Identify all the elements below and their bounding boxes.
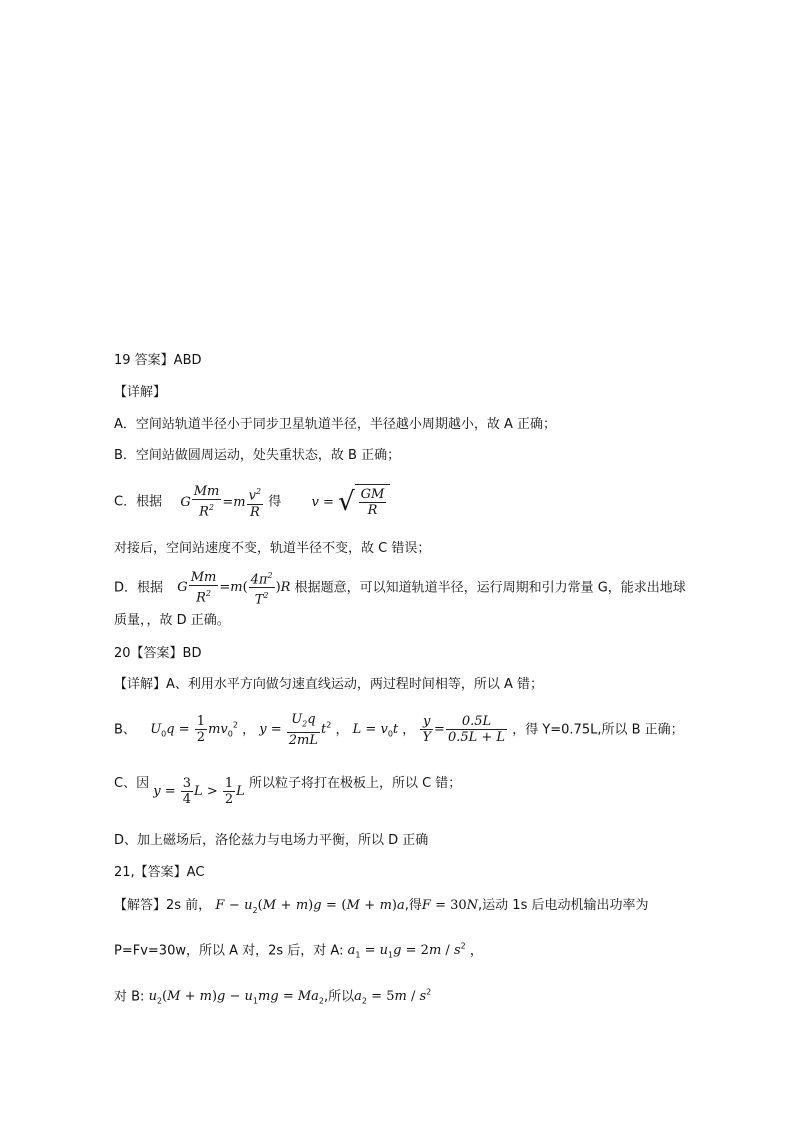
period-equation: G $\frac{Mm}{R^2}$ =m( $\frac{4\pi^2}{T^2}$ )R — [177, 580, 294, 595]
q21-b-prefix: 对 B: — [114, 989, 145, 1005]
q21-solve-suffix: ,运动 1s 后电动机输出功率为 — [478, 898, 649, 913]
q19-c-conclusion: 对接后，空间站速度不变，轨道半径不变，故 C 错误； — [114, 541, 431, 556]
inequality: y = $\frac{3}{4}$ L > $\frac{1}{2}$ L — [153, 776, 245, 807]
q21-answer-header: 21,【答案】AC — [114, 865, 205, 880]
force-result: F = 30N — [421, 898, 479, 913]
ratio-equation: $\frac{y}{Y}$ = $\frac{0.5L}{0.5L + L}$ — [422, 714, 506, 746]
length-equation: $L = v_0t$ — [352, 722, 399, 739]
q20-answer-header: 20【答案】BD — [114, 646, 202, 661]
force-equation: $F - u_2(M + m)g = (M + m)a$ — [215, 898, 405, 915]
q19-detail-label: 【详解】 — [114, 385, 167, 400]
q21-solve-mid: ,得 — [404, 898, 422, 913]
gravitation-equation: G $\frac{Mm}{R^2}$ =m $\frac{v^2}{R}$ — [180, 484, 262, 520]
q21-b-mid: ,所以 — [324, 989, 355, 1005]
q19-answer-header: 19 答案】ABD — [114, 353, 202, 368]
q19-option-c — [114, 484, 390, 520]
acceleration-b-result: $a_2 = 5m / s^2$ — [354, 988, 432, 1006]
q20-b-suffix: ，得 Y=0.75L,所以 B 正确； — [512, 722, 684, 738]
q21-power-line: P=Fv=30w，所以 A 对，2s 后，对 A: $a_1 = u_1g = 2m / s^2$ ， — [114, 942, 483, 960]
q19-d-suffix: 根据题意，可以知道轨道半径，运行周期和引力常量 G，能求出地球 — [294, 580, 686, 596]
q21-solve-prefix: 【解答】2s 前， — [114, 898, 212, 913]
q21-p-line: P=Fv=30w，所以 A 对，2s 后，对 A: — [114, 943, 344, 959]
q19-option-d — [114, 568, 686, 608]
q19-option-b: B．空间站做圆周运动，处失重状态，故 B 正确； — [114, 448, 401, 463]
acceleration-a-equation: $a_1 = u_1g = 2m / s^2$ — [347, 942, 466, 960]
velocity-formula: v = √ $\frac{GM}{R}$ — [312, 495, 391, 510]
q21-solution-line — [114, 894, 649, 922]
q20-option-c — [114, 764, 462, 807]
q20-b-prefix: B、 — [114, 722, 136, 738]
q19-d-end: 质量，，故 D 正确。 — [114, 613, 230, 628]
q19-c-prefix: C．根据 — [114, 494, 163, 510]
q20-c-prefix: C、因 — [114, 776, 150, 791]
q20-option-b: B、 $U_0q$ = $\frac{1}{2}$ $mv_0^2$ ， y = $\frac{U_2q}{2mL}$ $t^2$ ， $L = v_0t$ ， $\frac{y}{Y}$ = $\frac{0.5L}{0.5L + L}$ ，得 Y=0.75L,所以 B 正确； — [114, 712, 684, 748]
q19-c-mid: 得 — [268, 494, 282, 510]
acceleration-b-equation: $u_2(M + m)g - u_1mg = Ma_2$ — [148, 989, 325, 1006]
q19-d-prefix: D．根据 — [114, 580, 164, 596]
energy-equation: $U_0q$ = $\frac{1}{2}$ $mv_0^2$ — [150, 714, 238, 746]
q20-c-suffix: 所以粒子将打在极板上，所以 C 错； — [248, 776, 462, 791]
q19-option-a: A．空间站轨道半径小于同步卫星轨道半径，半径越小周期越小，故 A 正确； — [114, 417, 557, 432]
q20-detail-a: 【详解】A、利用水平方向做匀速直线运动，两过程时间相等，所以 A 错； — [114, 677, 544, 692]
displacement-equation: y = $\frac{U_2q}{2mL}$ $t^2$ — [259, 712, 332, 748]
q21-b-line — [114, 982, 431, 1013]
q20-option-d: D、加上磁场后，洛伦兹力与电场力平衡，所以 D 正确 — [114, 833, 429, 848]
